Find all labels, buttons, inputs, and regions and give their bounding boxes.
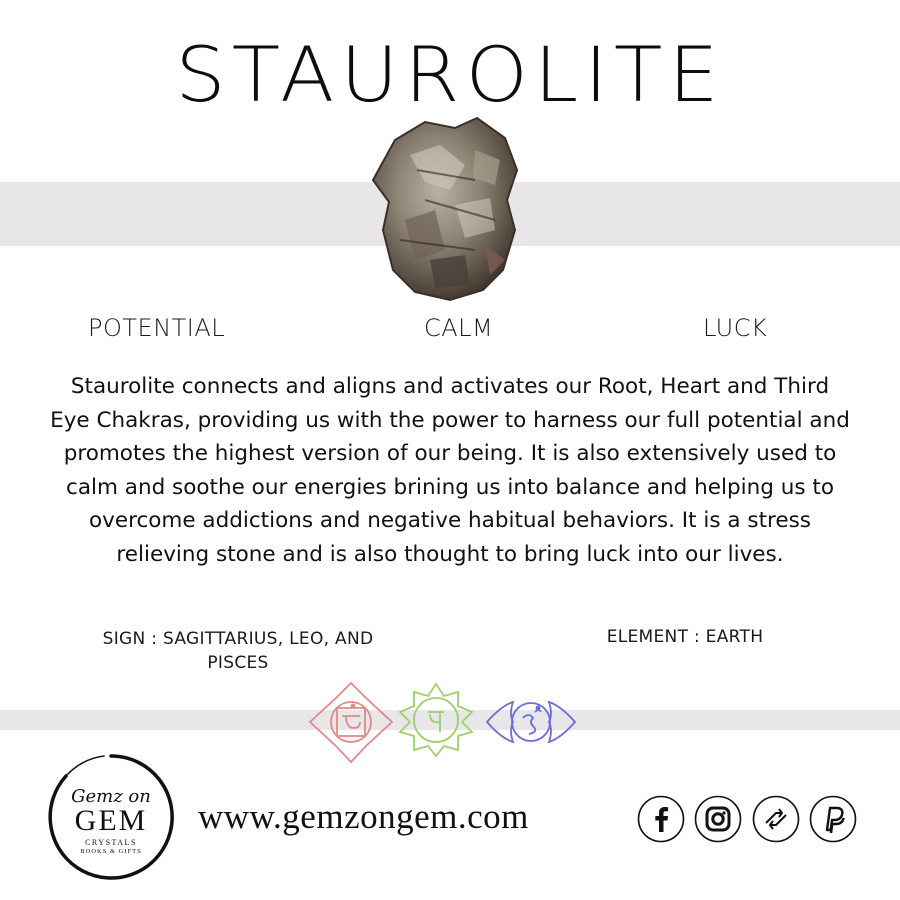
website-link[interactable]: www.gemzongem.com	[198, 797, 529, 836]
description-text: Staurolite connects and aligns and activates our Root, Heart and Third Eye Chakras, providing us with the power to harness our full potential and promotes the highest version of our being. It is also extensively used to calm and soothe our energies brining us into balance and helping us to overcome addictions and negative habitual behaviors. It is a stress relieving stone and is also thought to bring luck into our lives.	[50, 374, 850, 567]
heart-chakra-icon	[398, 682, 474, 758]
facebook-icon[interactable]	[637, 795, 685, 843]
logo-subtitle-2: BOOKS & GIFTS	[80, 848, 142, 855]
keyword-luck: LUCK	[703, 314, 768, 342]
zodiac-sign: SIGN : SAGITTARIUS, LEO, AND PISCES	[102, 629, 374, 673]
root-chakra-icon	[306, 680, 396, 765]
gemz-on-gem-logo	[44, 750, 178, 884]
keyword-calm: CALM	[424, 314, 494, 342]
element-info: ELEMENT : EARTH	[606, 627, 764, 647]
logo-subtitle-1: CRYSTALS	[85, 838, 137, 847]
logo-script-text: Gemz on	[71, 786, 151, 807]
instagram-icon[interactable]	[694, 795, 742, 843]
paypal-icon[interactable]	[809, 795, 857, 843]
keyword-potential: POTENTIAL	[88, 314, 226, 342]
staurolite-stone-image	[355, 110, 535, 305]
third-eye-chakra-icon	[485, 694, 577, 750]
share-icon[interactable]	[752, 795, 800, 843]
logo-main-text: GEM	[74, 804, 148, 837]
page-title: STAUROLITE	[175, 30, 725, 119]
